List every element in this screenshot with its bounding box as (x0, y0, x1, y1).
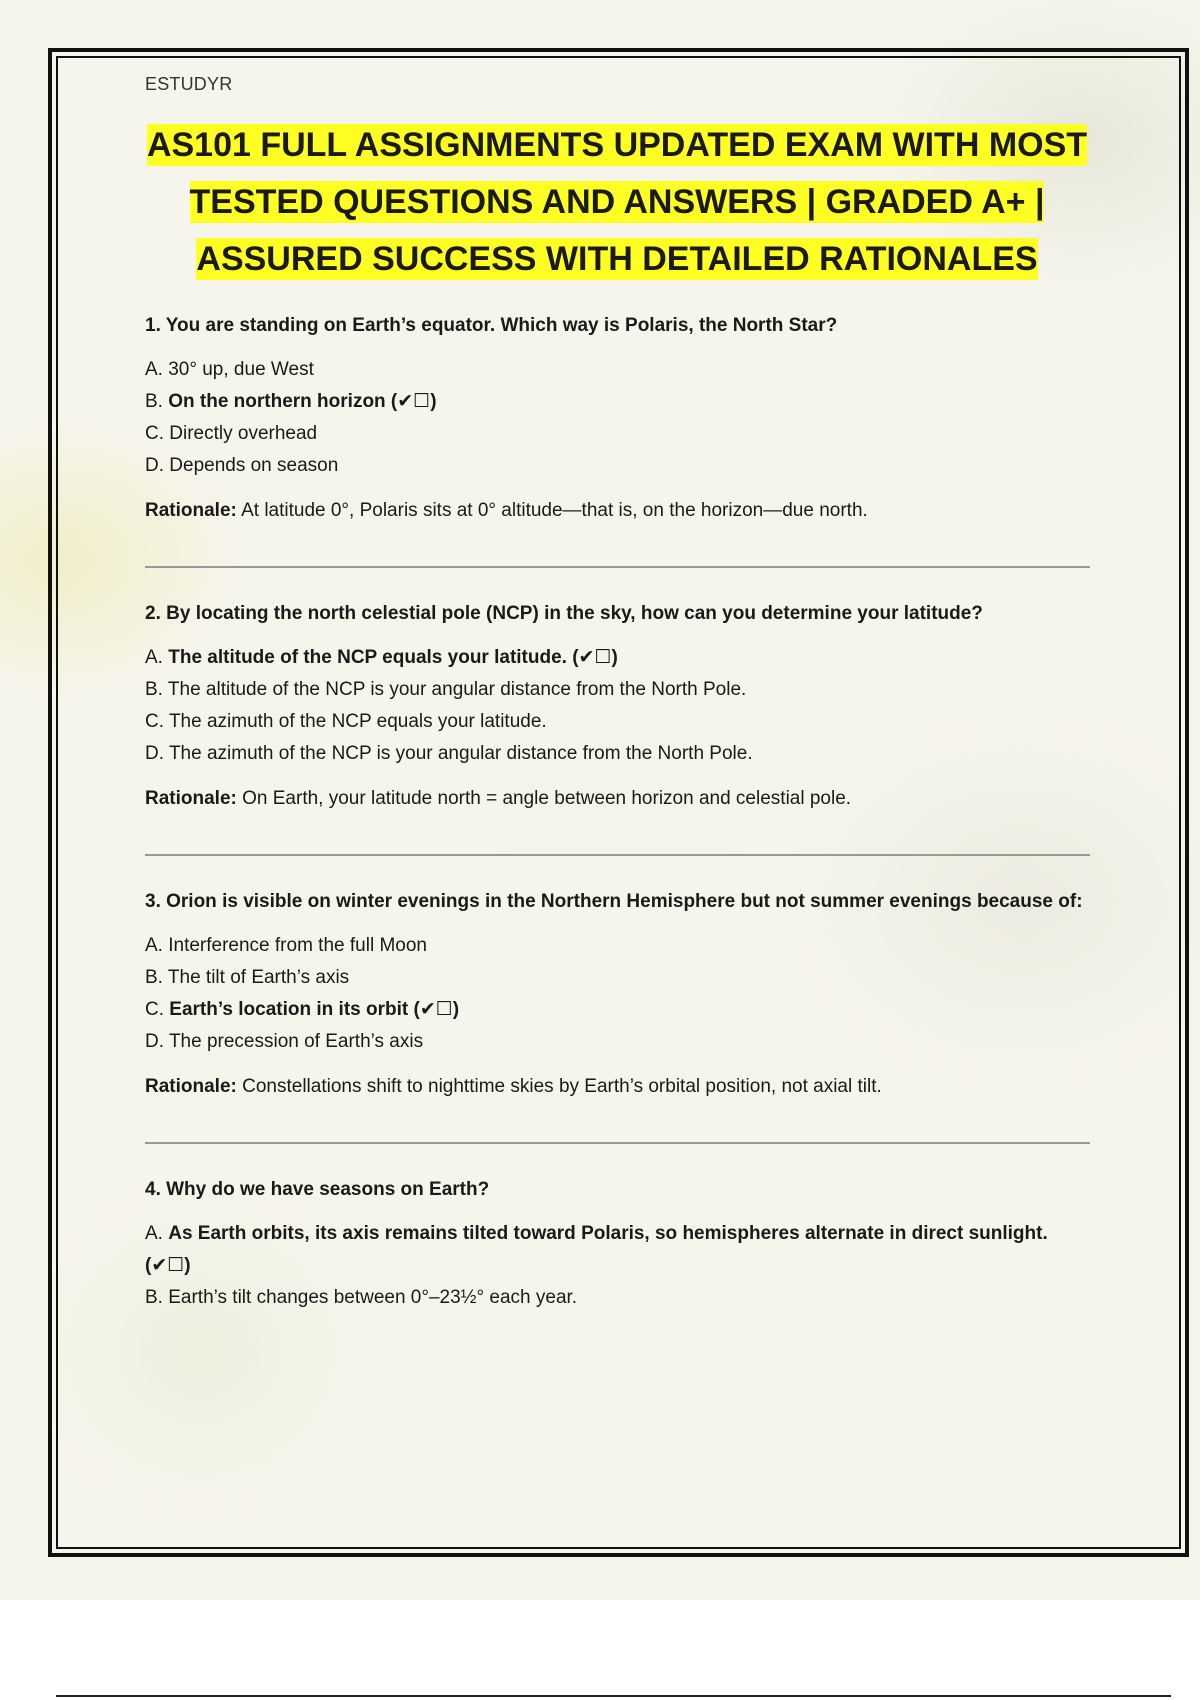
option-text: The altitude of the NCP is your angular distance from the North Pole. (167, 679, 747, 700)
option-letter: A. (145, 1223, 169, 1244)
option-text: The azimuth of the NCP equals your latitude. (168, 711, 547, 732)
option-d (145, 1026, 1090, 1058)
option-text: Interference from the full Moon (168, 935, 427, 956)
option-b (145, 1282, 1090, 1314)
option-text: 30° up, due West (168, 359, 314, 380)
option-a-correct (145, 642, 1090, 674)
option-a (145, 930, 1090, 962)
rationale-text: At latitude 0°, Polaris sits at 0° altitude—that is, on the horizon—due north. (236, 500, 868, 521)
option-letter: C. (145, 711, 169, 732)
section-divider (145, 854, 1090, 856)
bottom-divider (56, 1695, 1171, 1697)
option-text: Depends on season (169, 455, 339, 476)
question-prompt: 3. Orion is visible on winter evenings in the Northern Hemisphere but not summer evenings because of: (145, 891, 1083, 912)
option-a (145, 354, 1090, 386)
option-letter: C. (145, 423, 170, 444)
rationale (145, 496, 1090, 526)
option-text: On the northern horizon (✔☐) (168, 391, 437, 412)
option-letter: B. (145, 679, 168, 700)
rationale-label: Rationale: (145, 788, 237, 809)
document-content (145, 74, 1090, 1314)
option-letter: D. (145, 1031, 169, 1052)
option-text: Earth’s tilt changes between 0°–23½° each year. (168, 1287, 578, 1308)
question-block-4 (145, 1174, 1090, 1314)
option-text: The azimuth of the NCP is your angular distance from the North Pole. (168, 743, 753, 764)
option-text: Directly overhead (169, 423, 318, 444)
option-text: The tilt of Earth’s axis (167, 967, 350, 988)
title-line-3: ASSURED SUCCESS WITH DETAILED RATIONALES (196, 240, 1038, 278)
rationale-text: Constellations shift to nighttime skies by Earth’s orbital position, not axial tilt. (236, 1076, 882, 1097)
question-block-3 (145, 886, 1090, 1102)
rationale-label: Rationale: (145, 1076, 237, 1097)
brand-header: ESTUDYR (145, 74, 233, 94)
option-a-correct (145, 1218, 1090, 1282)
option-letter: D. (145, 743, 169, 764)
option-text: The altitude of the NCP equals your latitude. (✔☐) (168, 647, 618, 668)
option-b (145, 962, 1090, 994)
option-text: Earth’s location in its orbit (✔☐) (169, 999, 460, 1020)
option-c-correct (145, 994, 1090, 1026)
option-d (145, 450, 1090, 482)
option-letter: C. (145, 999, 170, 1020)
option-b-correct (145, 386, 1090, 418)
section-divider (145, 566, 1090, 568)
question-block-2 (145, 598, 1090, 814)
option-c (145, 706, 1090, 738)
rationale (145, 1072, 1090, 1102)
option-letter: A. (145, 359, 169, 380)
option-text: As Earth orbits, its axis remains tilted toward Polaris, so hemispheres alternate in direct sunlight. (✔☐) (145, 1223, 1048, 1276)
option-letter: B. (145, 1287, 169, 1308)
option-letter: D. (145, 455, 170, 476)
option-d (145, 738, 1090, 770)
option-letter: A. (145, 935, 169, 956)
title-line-2: TESTED QUESTIONS AND ANSWERS | GRADED A+ | (189, 183, 1045, 221)
option-c (145, 418, 1090, 450)
rationale-text: On Earth, your latitude north = angle between horizon and celestial pole. (236, 788, 852, 809)
option-text: The precession of Earth’s axis (168, 1031, 424, 1052)
title-line-1: AS101 FULL ASSIGNMENTS UPDATED EXAM WITH MOST (146, 126, 1088, 164)
rationale-label: Rationale: (145, 500, 237, 521)
option-letter: B. (145, 391, 169, 412)
question-prompt: 4. Why do we have seasons on Earth? (145, 1179, 490, 1200)
question-block-1 (145, 310, 1090, 526)
question-prompt: 2. By locating the north celestial pole (NCP) in the sky, how can you determine your latitude? (145, 603, 983, 624)
rationale (145, 784, 1090, 814)
section-divider (145, 1142, 1090, 1144)
option-letter: A. (145, 647, 169, 668)
option-letter: B. (145, 967, 168, 988)
document-title (137, 117, 1097, 288)
option-b (145, 674, 1090, 706)
question-prompt: 1. You are standing on Earth’s equator. Which way is Polaris, the North Star? (145, 315, 838, 336)
